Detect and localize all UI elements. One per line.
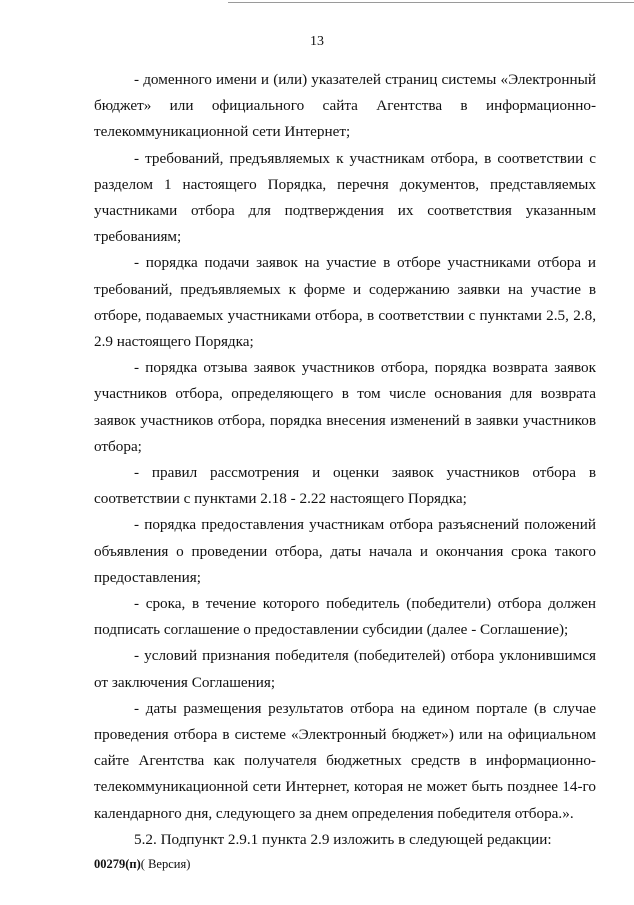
paragraph-application-withdrawal: - порядка отзыва заявок участников отбора, порядка возврата заявок участников отбора, определяющего в том числе основания для возврата заявок участников отбора, порядка внесения изменений в заявки участников отбора; [94, 359, 596, 455]
footer-code: 00279(п) [94, 857, 141, 871]
paragraph-review-rules: - правил рассмотрения и оценки заявок участников отбора в соответствии с пунктами 2.18 - 2.22 настоящего Порядка; [94, 464, 596, 508]
paragraph-subclause-5-2: 5.2. Подпункт 2.9.1 пункта 2.9 изложить в следующей редакции: [134, 830, 552, 848]
footer-version: ( Версия) [140, 857, 191, 871]
paragraph-application-procedure: - порядка подачи заявок на участие в отборе участниками отбора и требований, предъявляемых к форме и содержанию заявки на участие в отборе, подаваемых участниками отбора, в соответствии с пунктами 2.5, 2.8, 2.9 настоящего Порядка; [94, 254, 596, 351]
paragraph-results-publication: - даты размещения результатов отбора на едином портале (в случае проведения отбора в системе «Электронный бюджет») или на официальном сайте Агентства как получателя бюджетных средств в информационно-телекоммуникационной сети Интернет, которая не может быть позднее 14-го календарного дня, следующего за днем определения победителя отбора.». [94, 699, 596, 822]
paragraph-evasion-conditions: - условий признания победителя (победителей) отбора уклонившимся от заключения Соглашения; [94, 647, 596, 691]
document-body [94, 67, 596, 853]
top-edge-line [228, 2, 634, 3]
paragraph-participant-requirements: - требований, предъявляемых к участникам отбора, в соответствии с разделом 1 настоящего Порядка, перечня документов, представляемых участниками отбора для подтверждения их соответствия указанным требованиям; [94, 149, 596, 246]
paragraph-domain-name: - доменного имени и (или) указателей страниц системы «Электронный бюджет» или официального сайта Агентства в информационно-телекоммуникационной сети Интернет; [94, 71, 596, 141]
paragraph-signing-deadline: - срока, в течение которого победитель (победители) отбора должен подписать соглашение о предоставлении субсидии (далее - Соглашение); [94, 595, 596, 639]
paragraph-clarifications: - порядка предоставления участникам отбора разъяснений положений объявления о проведении отбора, даты начала и окончания срока такого предоставления; [94, 516, 596, 586]
footer-document-code [94, 857, 190, 872]
page-number: 13 [310, 34, 324, 49]
